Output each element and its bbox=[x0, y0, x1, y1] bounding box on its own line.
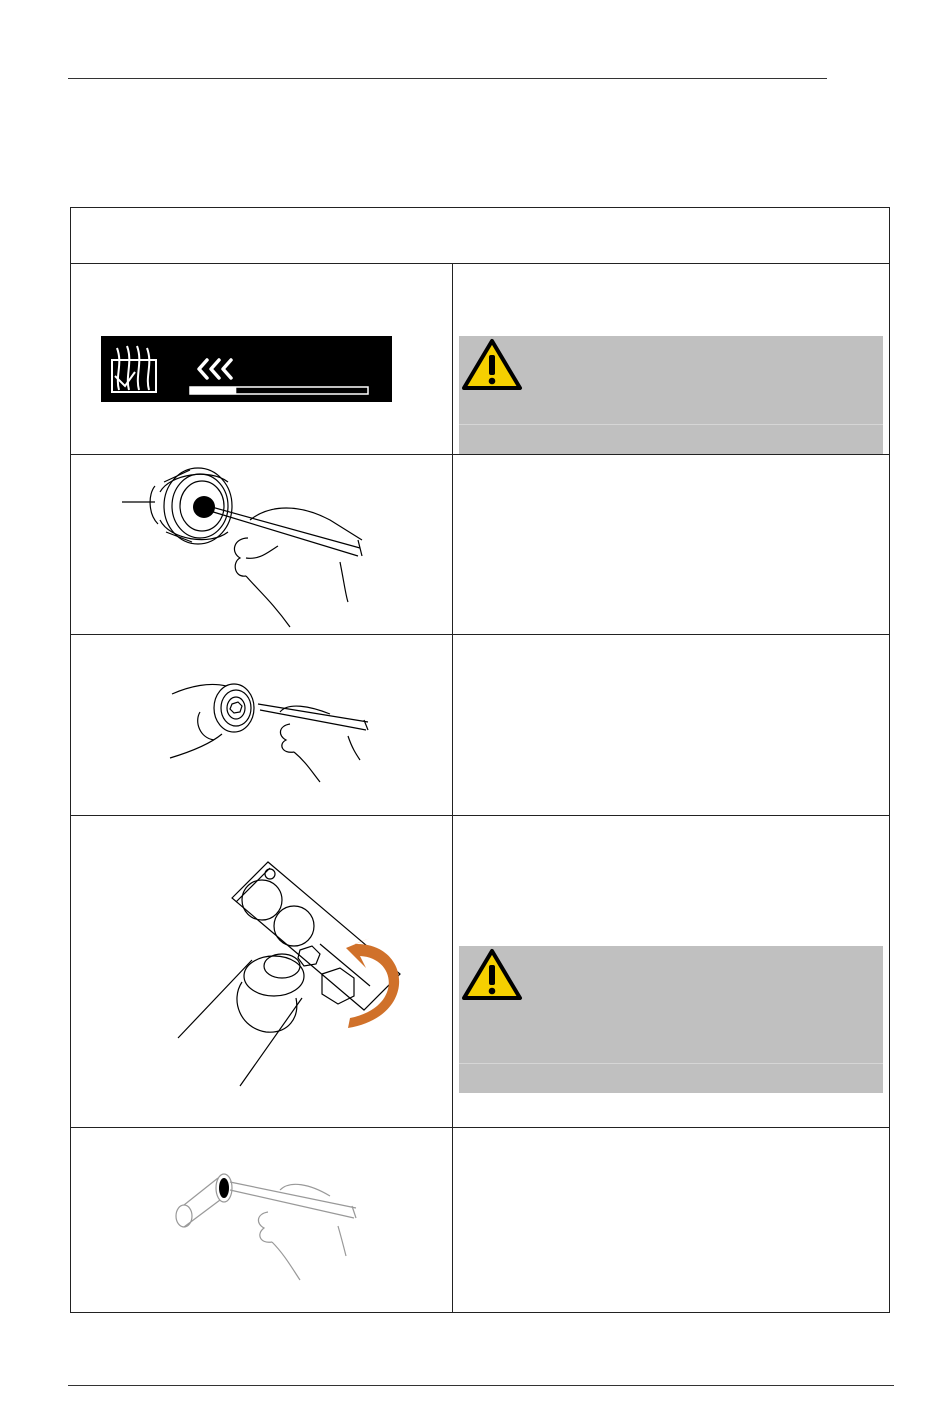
row-divider bbox=[70, 454, 890, 455]
row-1-text bbox=[462, 272, 880, 328]
warning-triangle-icon bbox=[461, 338, 523, 392]
warning-box bbox=[459, 946, 883, 1093]
progress-bar bbox=[101, 336, 392, 402]
row-divider bbox=[70, 1127, 890, 1128]
footer-rule bbox=[68, 1385, 894, 1386]
header-rule bbox=[68, 78, 827, 79]
warning-triangle-icon bbox=[461, 948, 523, 1002]
tweezers-insert-filter-illustration bbox=[160, 1160, 380, 1285]
wrench-tighten-illustration bbox=[170, 850, 420, 1090]
tweezers-remove-filter-illustration bbox=[100, 462, 400, 632]
column-divider bbox=[452, 263, 453, 1313]
row-3-text bbox=[462, 642, 880, 802]
row-divider bbox=[70, 634, 890, 635]
tweezers-handpiece-illustration bbox=[160, 672, 380, 792]
maintenance-display bbox=[101, 336, 392, 402]
warning-box bbox=[459, 336, 883, 454]
row-2-text bbox=[462, 462, 880, 622]
row-5-text bbox=[462, 1136, 880, 1304]
row-4-text bbox=[462, 826, 880, 938]
table-header bbox=[80, 220, 880, 256]
table-header-divider bbox=[70, 263, 890, 264]
row-divider bbox=[70, 815, 890, 816]
